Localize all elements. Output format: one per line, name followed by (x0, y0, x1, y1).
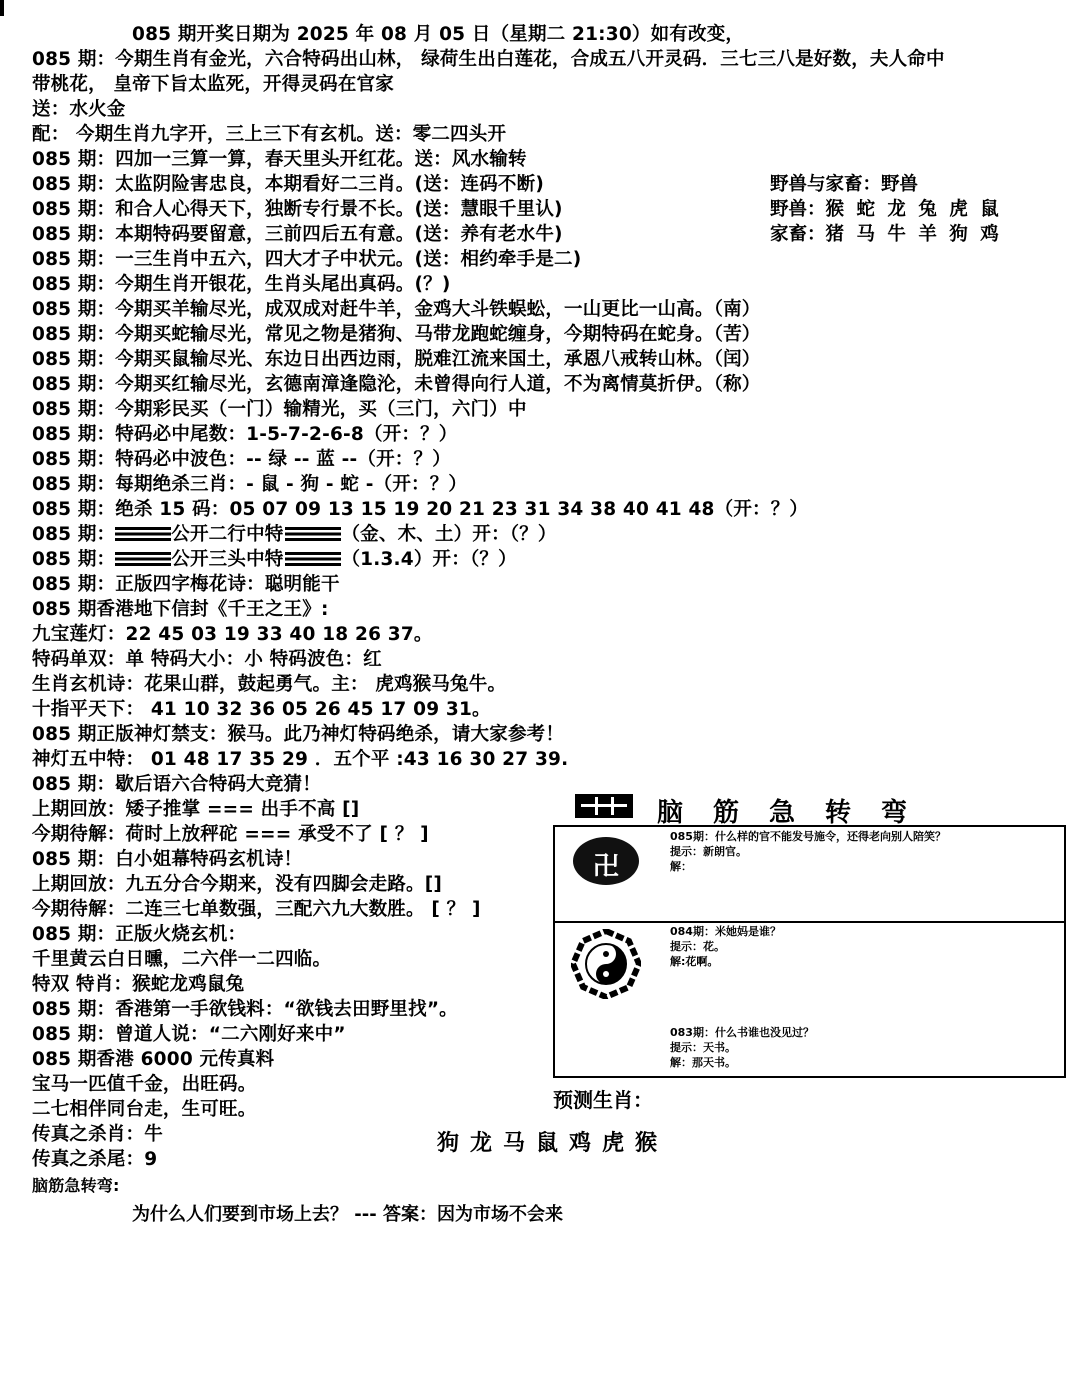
symbol-line-mid: 公开三头中特 (171, 549, 284, 570)
text-line: 今期待解：荷时上放秤砣 === 承受不了 [ ？ ] (32, 824, 429, 845)
edge-mark (0, 0, 4, 16)
text-line: 送：水火金 (32, 99, 126, 120)
brain-logo-icon (575, 794, 633, 818)
header-line: 085 期开奖日期为 2025 年 08 月 05 日（星期二 21:30）如有改变， (132, 24, 745, 45)
predict-label: 预测生肖： (553, 1088, 653, 1112)
text-line: 085 期：曾道人说：“二六刚好来中” (32, 1024, 346, 1045)
puzzle-box (553, 825, 1066, 1078)
text-line: 085 期：今期买红输尽光，玄德南漳逢隐沦，未曾得向行人道，不为离情莫折伊。（称） (32, 374, 761, 395)
symbol-line-suffix: （1.3.4）开：（？） (341, 549, 517, 570)
text-line: 085 期：今期彩民买（一门）输精光，买（三门，六门）中 (32, 399, 527, 420)
text-line: 085 期：一三生肖中五六，四大才子中状元。(送：相约牵手是二) (32, 249, 582, 270)
footer-riddle: 为什么人们要到市场上去？ --- 答案：因为市场不会来 (132, 1204, 563, 1225)
text-line: 085 期：正版火烧玄机： (32, 924, 247, 945)
text-line: 085 期香港地下信封《千王之王》: (32, 599, 329, 620)
puzzle-question: 085期：什么样的官不能发号施令，还得老向别人陪笑？ (670, 830, 946, 843)
text-line: 配： 今期生肖九字开，三上三下有玄机。送：零二四头开 (32, 124, 507, 145)
puzzle-answer: 解:花啊。 (670, 955, 719, 968)
text-line: 085 期：每期绝杀三肖：- 鼠 - 狗 - 蛇 -（开：？） (32, 474, 468, 495)
domestic-animals-row (770, 222, 1002, 247)
text-line: 085 期：今期买鼠输尽光、东边日出西边雨，脱难江流来国土，承恩八戒转山林。（闰） (32, 349, 761, 370)
text-line: 085 期：正版四字梅花诗：聪明能干 (32, 574, 340, 595)
text-line: 特双 特肖：猴蛇龙鸡鼠兔 (32, 974, 245, 995)
text-line: 085 期：本期特码要留意，三前四后五有意。(送：养有老水牛) (32, 224, 563, 245)
text-line: 085 期：今期生肖有金光，六合特码出山林， 绿荷生出白莲花，合成五八开灵码．三七三八是好数，夫人命中 (32, 49, 945, 70)
trigram-bars-icon (285, 552, 341, 566)
symbol-line-prefix: 085 期： (32, 549, 116, 570)
text-line: 传真之杀肖：牛 (32, 1124, 163, 1145)
text-line: 085 期：歇后语六合特码大竞猜！ (32, 774, 321, 795)
text-line: 085 期：香港第一手欲钱料：“欲钱去田野里找”。 (32, 999, 458, 1020)
text-line: 上期回放：矮子推掌 === 出手不高 [] (32, 799, 360, 820)
trigram-bars-icon (285, 527, 341, 541)
symbol-line-suffix: （金、木、土）开：（？） (341, 524, 557, 545)
text-line: 九宝莲灯：22 45 03 19 33 40 18 26 37。 (32, 624, 433, 645)
puzzle-hint: 提示：花。 (670, 940, 725, 953)
text-line: 085 期：四加一三算一算，春天里头开红花。送：风水输转 (32, 149, 527, 170)
text-line: 今期待解：二连三七单数强，三配六九大数胜。 [ ？ ] (32, 899, 481, 920)
text-line: 085 期：特码必中波色：-- 绿 -- 蓝 --（开：？） (32, 449, 451, 470)
animal-category-title: 野兽与家畜：野兽 (770, 174, 919, 195)
animal-category-panel (770, 172, 1002, 247)
trigram-bars-icon (115, 527, 171, 541)
text-line: 085 期：太监阴险害忠良，本期看好二三肖。(送：连码不断) (32, 174, 544, 195)
puzzle-question: 083期：什么书谁也没见过？ (670, 1026, 814, 1039)
brain-teaser-title: 脑筋急转弯 (657, 798, 938, 828)
text-line: 十指平天下： 41 10 32 36 05 26 45 17 09 31。 (32, 699, 491, 720)
domestic-list: 猪 马 牛 羊 狗 鸡 (825, 224, 1002, 245)
symbol-line (32, 547, 517, 572)
text-line: 脑筋急转弯: (32, 1176, 120, 1195)
text-line: 085 期香港 6000 元传真料 (32, 1049, 275, 1070)
wild-label: 野兽： (770, 199, 826, 220)
text-line: 085 期：绝杀 15 码：05 07 09 13 15 19 20 21 23 31 34 38 40 41 48（开：？） (32, 499, 809, 520)
text-line: 085 期：特码必中尾数：1-5-7-2-6-8（开：？） (32, 424, 458, 445)
puzzle-hint: 提示：天书。 (670, 1041, 736, 1054)
text-line: 带桃花， 皇帝下旨太监死，开得灵码在官家 (32, 74, 394, 95)
text-line: 085 期：今期买蛇输尽光，常见之物是猪狗、马带龙跑蛇缠身，今期特码在蛇身。（苦） (32, 324, 761, 345)
symbol-line-mid: 公开二行中特 (171, 524, 284, 545)
puzzle-divider (555, 921, 1064, 923)
swastika-emblem-icon: 卍 (573, 837, 639, 885)
puzzle-answer: 解： (670, 860, 692, 873)
symbol-line-prefix: 085 期： (32, 524, 116, 545)
puzzle-answer: 解：那天书。 (670, 1056, 736, 1069)
text-line: 上期回放：九五分合今期来，没有四脚会走路。[] (32, 874, 443, 895)
text-line: 二七相伴同台走，生可旺。 (32, 1099, 257, 1120)
symbol-line (32, 522, 557, 547)
text-line: 085 期：今期生肖开银花，生肖头尾出真码。(？) (32, 274, 451, 295)
text-line: 085 期：今期买羊输尽光，成双成对赶牛羊，金鸡大斗铁蜈蚣，一山更比一山高。（南） (32, 299, 761, 320)
text-line: 085 期：和合人心得天下，独断专行景不长。(送：慧眼千里认) (32, 199, 563, 220)
text-line: 传真之杀尾：9 (32, 1149, 158, 1170)
text-line: 宝马一匹值千金，出旺码。 (32, 1074, 257, 1095)
text-line: 特码单双：单 特码大小：小 特码波色：红 (32, 649, 382, 670)
text-line: 生肖玄机诗：花果山群，鼓起勇气。主： 虎鸡猴马兔牛。 (32, 674, 507, 695)
trigram-bars-icon (115, 552, 171, 566)
brain-teaser-header (575, 792, 1015, 828)
text-line: 神灯五中特： 01 48 17 35 29 ．五个平 :43 16 30 27 39. (32, 749, 569, 770)
text-line: 085 期：白小姐幕特码玄机诗！ (32, 849, 303, 870)
text-line: 085 期正版神灯禁支：猴马。此乃神灯特码绝杀，请大家参考！ (32, 724, 565, 745)
predict-animals: 狗龙马鼠鸡虎猴 (437, 1130, 669, 1156)
domestic-label: 家畜： (770, 224, 826, 245)
puzzle-question: 084期：米她妈是谁？ (670, 925, 781, 938)
text-line: 千里黄云白日曛，二六伴一二四临。 (32, 949, 332, 970)
yin-yang-bagua-icon (571, 929, 641, 999)
wild-list: 猴 蛇 龙 兔 虎 鼠 (825, 199, 1002, 220)
puzzle-hint: 提示：新朗官。 (670, 845, 747, 858)
wild-animals-row (770, 197, 1002, 222)
